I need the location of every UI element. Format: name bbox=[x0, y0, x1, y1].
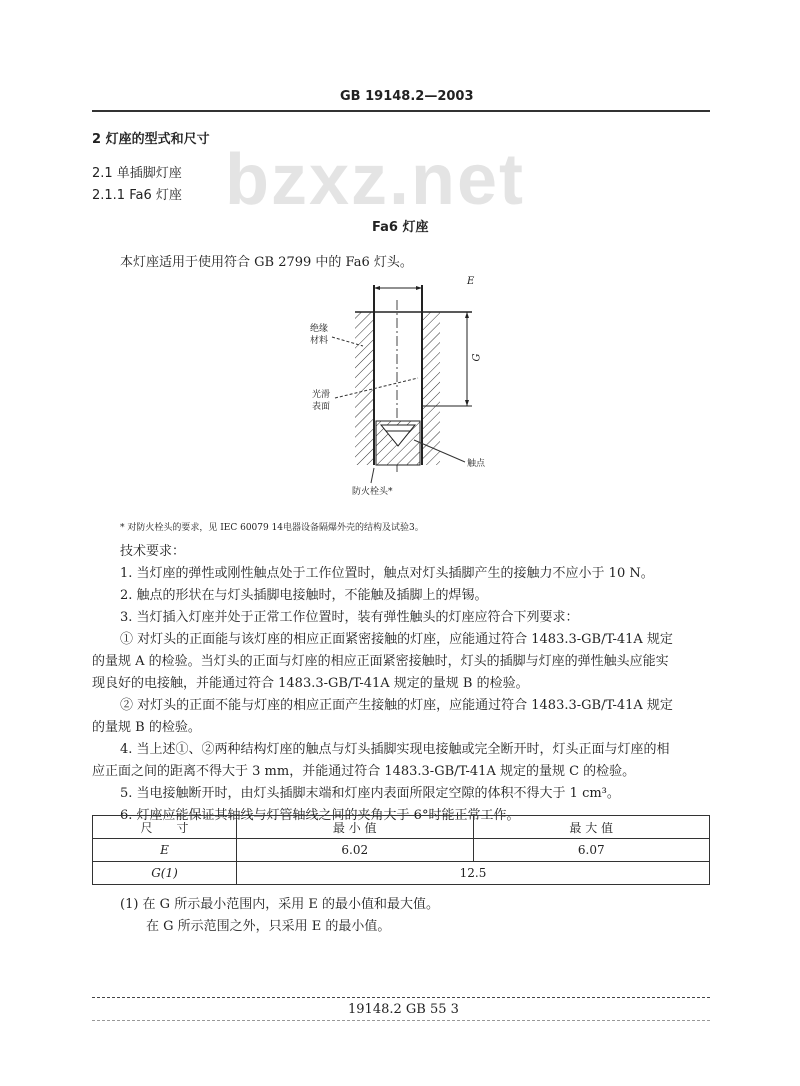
dimension-e-label: E bbox=[467, 276, 475, 287]
section-2-1-1: 2.1.1 Fa6 灯座 bbox=[92, 188, 182, 203]
section-2-1: 2.1 单插脚灯座 bbox=[92, 166, 182, 181]
label-insulation bbox=[310, 323, 328, 347]
tech-line: ① 对灯头的正面能与该灯座的相应正面紧密接触的灯座，应能通过符合 1483.3-GB/T-41A 规定 bbox=[120, 632, 673, 647]
dimension-g-label: G bbox=[471, 353, 483, 362]
label-fire-plug: 防火栓头* bbox=[352, 487, 393, 497]
table-note: (1) 在 G 所示最小范围内，采用 E 的最小值和最大值。 bbox=[120, 897, 439, 912]
footer-rule bbox=[92, 997, 710, 998]
tech-line: 3. 当灯插入灯座并处于正常工作位置时，装有弹性触头的灯座应符合下列要求： bbox=[120, 610, 579, 625]
header-cell: 尺 寸 bbox=[93, 816, 237, 839]
label-line: 光滑 bbox=[312, 390, 331, 400]
tech-line: ② 对灯头的正面不能与灯座的相应正面产生接触的灯座，应能通过符合 1483.3-GB/T-41A 规定 bbox=[120, 698, 673, 713]
dimension-table bbox=[92, 815, 710, 885]
figure-footnote: * 对防火栓头的要求，见 IEC 60079 14电器设备隔爆外壳的结构及试验3。 bbox=[120, 523, 424, 533]
tech-heading: 技术要求： bbox=[120, 544, 186, 559]
tech-line: 1. 当灯座的弹性或刚性触点处于工作位置时，触点对灯头插脚产生的接触力不应小于 10 N。 bbox=[120, 566, 654, 581]
cell: E bbox=[93, 839, 237, 862]
page-footer: 19148.2 GB 55 3 bbox=[348, 1002, 459, 1017]
label-contact: 触点 bbox=[467, 459, 486, 469]
header-cell: 最 大 值 bbox=[473, 816, 710, 839]
tech-line: 2. 触点的形状在与灯头插脚电接触时，不能触及插脚上的焊锡。 bbox=[120, 588, 488, 603]
tech-line: 4. 当上述①、②两种结构灯座的触点与灯头插脚实现电接触或完全断开时，灯头正面与灯座的相 bbox=[120, 742, 670, 757]
tech-line: 5. 当电接触断开时，由灯头插脚末端和灯座内表面所限定空隙的体积不得大于 1 cm³。 bbox=[120, 786, 620, 801]
tech-line: 6. 灯座应能保证其轴线与灯管轴线之间的夹角大于 6°时能正常工作。 bbox=[120, 808, 520, 823]
label-line: 材料 bbox=[310, 336, 329, 346]
table-note: 在 G 所示范围之外，只采用 E 的最小值。 bbox=[146, 919, 391, 934]
figure-intro: 本灯座适用于使用符合 GB 2799 中的 Fa6 灯头。 bbox=[120, 255, 413, 270]
label-line: 表面 bbox=[312, 402, 331, 412]
label-smooth-surface bbox=[312, 389, 330, 413]
tech-line: 的量规 B 的检验。 bbox=[92, 720, 201, 735]
figure-title: Fa6 灯座 bbox=[372, 220, 429, 235]
label-line: 绝缘 bbox=[310, 324, 329, 334]
lampholder-diagram bbox=[0, 0, 800, 520]
cell: G(1) bbox=[93, 862, 237, 885]
header-cell: 最 小 值 bbox=[237, 816, 474, 839]
tech-line: 的量规 A 的检验。当灯头的正面与灯座的相应正面紧密接触时，灯头的插脚与灯座的弹性触头应能实 bbox=[92, 654, 669, 669]
table-header-row bbox=[93, 816, 710, 839]
tech-line: 现良好的电接触，并能通过符合 1483.3-GB/T-41A 规定的量规 B 的检验。 bbox=[92, 676, 529, 691]
footer-rule-bottom bbox=[92, 1020, 710, 1021]
watermark: bzxz.net bbox=[225, 140, 526, 220]
tech-line: 应正面之间的距离不得大于 3 mm，并能通过符合 1483.3-GB/T-41A 规定的量规 C 的检验。 bbox=[92, 764, 636, 779]
section-2: 2 灯座的型式和尺寸 bbox=[92, 132, 210, 147]
page-header: GB 19148.2—2003 bbox=[340, 89, 474, 104]
table-row bbox=[93, 862, 710, 885]
cell: 6.02 bbox=[237, 839, 474, 862]
table-row bbox=[93, 839, 710, 862]
cell: 6.07 bbox=[473, 839, 710, 862]
cell: 12.5 bbox=[237, 862, 710, 885]
